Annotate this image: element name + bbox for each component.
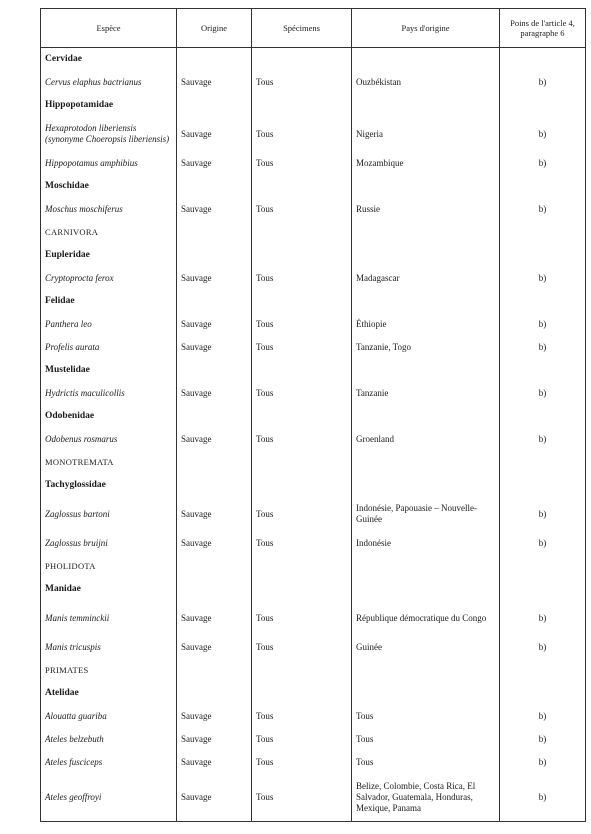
table-row bbox=[41, 336, 586, 359]
origin-cell: Sauvage bbox=[177, 497, 252, 532]
empty-cell bbox=[252, 405, 352, 428]
article-point-cell: b) bbox=[500, 497, 586, 532]
country-cell: Tanzanie bbox=[352, 382, 500, 405]
article-point-cell: b) bbox=[500, 751, 586, 774]
empty-cell bbox=[500, 578, 586, 601]
species-name-cell: Hexaprotodon liberiensis (synonyme Choeropsis liberiensis) bbox=[41, 117, 177, 152]
country-cell: Tous bbox=[352, 728, 500, 751]
article-point-cell: b) bbox=[500, 313, 586, 336]
order-name: PRIMATES bbox=[41, 659, 177, 682]
species-name-cell: Hippopotamus amphibius bbox=[41, 152, 177, 175]
table-row bbox=[41, 751, 586, 774]
empty-cell bbox=[252, 555, 352, 578]
table-row bbox=[41, 601, 586, 636]
table-row bbox=[41, 382, 586, 405]
origin-cell: Sauvage bbox=[177, 382, 252, 405]
origin-cell: Sauvage bbox=[177, 636, 252, 659]
origin-cell: Sauvage bbox=[177, 336, 252, 359]
family-name: Odobenidae bbox=[41, 405, 177, 428]
empty-cell bbox=[352, 451, 500, 474]
table-row bbox=[41, 774, 586, 822]
species-name-cell: Moschus moschiferus bbox=[41, 198, 177, 221]
article-point-cell: b) bbox=[500, 532, 586, 555]
specimens-cell: Tous bbox=[252, 428, 352, 451]
article-point-cell: b) bbox=[500, 636, 586, 659]
empty-cell bbox=[352, 94, 500, 117]
species-name-cell: Manis tricuspis bbox=[41, 636, 177, 659]
origin-cell: Sauvage bbox=[177, 601, 252, 636]
empty-cell bbox=[177, 659, 252, 682]
article-point-cell: b) bbox=[500, 705, 586, 728]
species-name-cell: Ateles belzebuth bbox=[41, 728, 177, 751]
family-name: Tachyglossidae bbox=[41, 474, 177, 497]
empty-cell bbox=[252, 175, 352, 198]
table-body bbox=[41, 48, 586, 822]
empty-cell bbox=[500, 474, 586, 497]
country-cell: Tous bbox=[352, 751, 500, 774]
empty-cell bbox=[352, 244, 500, 267]
species-name-cell: Odobenus rosmarus bbox=[41, 428, 177, 451]
specimens-cell: Tous bbox=[252, 774, 352, 822]
family-name: Cervidae bbox=[41, 48, 177, 71]
empty-cell bbox=[500, 359, 586, 382]
empty-cell bbox=[352, 290, 500, 313]
empty-cell bbox=[352, 48, 500, 71]
specimens-cell: Tous bbox=[252, 751, 352, 774]
specimens-cell: Tous bbox=[252, 313, 352, 336]
header-specimens: Spécimens bbox=[252, 9, 352, 48]
family-row bbox=[41, 175, 586, 198]
family-row bbox=[41, 359, 586, 382]
empty-cell bbox=[177, 451, 252, 474]
specimens-cell: Tous bbox=[252, 198, 352, 221]
article-point-cell: b) bbox=[500, 117, 586, 152]
empty-cell bbox=[500, 221, 586, 244]
family-row bbox=[41, 682, 586, 705]
table-row bbox=[41, 705, 586, 728]
empty-cell bbox=[500, 175, 586, 198]
country-cell: Belize, Colombie, Costa Rica, El Salvador, Guatemala, Honduras, Mexique, Panama bbox=[352, 774, 500, 822]
empty-cell bbox=[500, 48, 586, 71]
order-row bbox=[41, 221, 586, 244]
specimens-cell: Tous bbox=[252, 382, 352, 405]
table-row bbox=[41, 636, 586, 659]
table-row bbox=[41, 117, 586, 152]
country-cell: Mozambique bbox=[352, 152, 500, 175]
country-cell: Guinée bbox=[352, 636, 500, 659]
empty-cell bbox=[352, 221, 500, 244]
country-cell: Tanzanie, Togo bbox=[352, 336, 500, 359]
article-point-cell: b) bbox=[500, 382, 586, 405]
specimens-cell: Tous bbox=[252, 497, 352, 532]
empty-cell bbox=[177, 175, 252, 198]
empty-cell bbox=[177, 48, 252, 71]
empty-cell bbox=[177, 405, 252, 428]
table-row bbox=[41, 428, 586, 451]
country-cell: République démocratique du Congo bbox=[352, 601, 500, 636]
specimens-cell: Tous bbox=[252, 532, 352, 555]
species-name-cell: Zaglossus bruijni bbox=[41, 532, 177, 555]
country-cell: Groenland bbox=[352, 428, 500, 451]
specimens-cell: Tous bbox=[252, 636, 352, 659]
origin-cell: Sauvage bbox=[177, 117, 252, 152]
origin-cell: Sauvage bbox=[177, 774, 252, 822]
specimens-cell: Tous bbox=[252, 267, 352, 290]
species-name-cell: Cryptoprocta ferox bbox=[41, 267, 177, 290]
empty-cell bbox=[500, 555, 586, 578]
empty-cell bbox=[177, 94, 252, 117]
empty-cell bbox=[500, 290, 586, 313]
order-row bbox=[41, 659, 586, 682]
article-point-cell: b) bbox=[500, 198, 586, 221]
article-point-cell: b) bbox=[500, 728, 586, 751]
country-cell: Éthiopie bbox=[352, 313, 500, 336]
empty-cell bbox=[177, 474, 252, 497]
table-row bbox=[41, 313, 586, 336]
family-name: Hippopotamidae bbox=[41, 94, 177, 117]
family-name: Manidae bbox=[41, 578, 177, 601]
empty-cell bbox=[252, 48, 352, 71]
empty-cell bbox=[500, 405, 586, 428]
empty-cell bbox=[352, 682, 500, 705]
specimens-cell: Tous bbox=[252, 601, 352, 636]
origin-cell: Sauvage bbox=[177, 705, 252, 728]
empty-cell bbox=[177, 221, 252, 244]
family-row bbox=[41, 94, 586, 117]
table-row bbox=[41, 267, 586, 290]
empty-cell bbox=[252, 682, 352, 705]
header-origine: Origine bbox=[177, 9, 252, 48]
family-row bbox=[41, 48, 586, 71]
family-name: Mustelidae bbox=[41, 359, 177, 382]
header-points: Poins de l'article 4, paragraphe 6 bbox=[500, 9, 586, 48]
origin-cell: Sauvage bbox=[177, 428, 252, 451]
species-name-cell: Profelis aurata bbox=[41, 336, 177, 359]
empty-cell bbox=[500, 451, 586, 474]
country-cell: Indonésie bbox=[352, 532, 500, 555]
specimens-cell: Tous bbox=[252, 705, 352, 728]
empty-cell bbox=[252, 94, 352, 117]
order-row bbox=[41, 451, 586, 474]
empty-cell bbox=[252, 290, 352, 313]
table-row bbox=[41, 198, 586, 221]
empty-cell bbox=[252, 578, 352, 601]
country-cell: Nigeria bbox=[352, 117, 500, 152]
empty-cell bbox=[177, 682, 252, 705]
article-point-cell: b) bbox=[500, 428, 586, 451]
family-row bbox=[41, 290, 586, 313]
origin-cell: Sauvage bbox=[177, 751, 252, 774]
species-name-cell: Manis temminckii bbox=[41, 601, 177, 636]
specimens-cell: Tous bbox=[252, 152, 352, 175]
table-row bbox=[41, 728, 586, 751]
origin-cell: Sauvage bbox=[177, 198, 252, 221]
empty-cell bbox=[500, 244, 586, 267]
country-cell: Tous bbox=[352, 705, 500, 728]
family-name: Moschidae bbox=[41, 175, 177, 198]
empty-cell bbox=[352, 578, 500, 601]
empty-cell bbox=[500, 682, 586, 705]
species-table bbox=[40, 8, 586, 822]
specimens-cell: Tous bbox=[252, 728, 352, 751]
country-cell: Indonésie, Papouasie – Nouvelle-Guinée bbox=[352, 497, 500, 532]
specimens-cell: Tous bbox=[252, 336, 352, 359]
empty-cell bbox=[177, 578, 252, 601]
empty-cell bbox=[252, 659, 352, 682]
origin-cell: Sauvage bbox=[177, 532, 252, 555]
empty-cell bbox=[252, 221, 352, 244]
origin-cell: Sauvage bbox=[177, 313, 252, 336]
empty-cell bbox=[352, 175, 500, 198]
species-name-cell: Zaglossus bartoni bbox=[41, 497, 177, 532]
empty-cell bbox=[352, 474, 500, 497]
empty-cell bbox=[252, 359, 352, 382]
country-cell: Ouzbékistan bbox=[352, 71, 500, 94]
family-row bbox=[41, 405, 586, 428]
empty-cell bbox=[252, 474, 352, 497]
article-point-cell: b) bbox=[500, 71, 586, 94]
empty-cell bbox=[352, 405, 500, 428]
origin-cell: Sauvage bbox=[177, 152, 252, 175]
origin-cell: Sauvage bbox=[177, 267, 252, 290]
empty-cell bbox=[352, 359, 500, 382]
species-name-cell: Ateles fusciceps bbox=[41, 751, 177, 774]
empty-cell bbox=[352, 659, 500, 682]
table-row bbox=[41, 71, 586, 94]
country-cell: Russie bbox=[352, 198, 500, 221]
family-row bbox=[41, 474, 586, 497]
table-row bbox=[41, 532, 586, 555]
specimens-cell: Tous bbox=[252, 117, 352, 152]
country-cell: Madagascar bbox=[352, 267, 500, 290]
species-name-cell: Alouatta guariba bbox=[41, 705, 177, 728]
species-name-cell: Panthera leo bbox=[41, 313, 177, 336]
empty-cell bbox=[252, 451, 352, 474]
family-name: Felidae bbox=[41, 290, 177, 313]
family-row bbox=[41, 244, 586, 267]
family-row bbox=[41, 578, 586, 601]
header-espece: Espèce bbox=[41, 9, 177, 48]
species-name-cell: Ateles geoffroyi bbox=[41, 774, 177, 822]
order-row bbox=[41, 555, 586, 578]
article-point-cell: b) bbox=[500, 336, 586, 359]
article-point-cell: b) bbox=[500, 152, 586, 175]
species-name-cell: Cervus elaphus bactrianus bbox=[41, 71, 177, 94]
order-name: PHOLIDOTA bbox=[41, 555, 177, 578]
specimens-cell: Tous bbox=[252, 71, 352, 94]
empty-cell bbox=[177, 244, 252, 267]
empty-cell bbox=[500, 94, 586, 117]
order-name: MONOTREMATA bbox=[41, 451, 177, 474]
species-name-cell: Hydrictis maculicollis bbox=[41, 382, 177, 405]
table-row bbox=[41, 497, 586, 532]
article-point-cell: b) bbox=[500, 267, 586, 290]
origin-cell: Sauvage bbox=[177, 71, 252, 94]
empty-cell bbox=[177, 290, 252, 313]
family-name: Eupleridae bbox=[41, 244, 177, 267]
empty-cell bbox=[177, 555, 252, 578]
empty-cell bbox=[252, 244, 352, 267]
origin-cell: Sauvage bbox=[177, 728, 252, 751]
empty-cell bbox=[352, 555, 500, 578]
empty-cell bbox=[177, 359, 252, 382]
table-row bbox=[41, 152, 586, 175]
article-point-cell: b) bbox=[500, 601, 586, 636]
empty-cell bbox=[500, 659, 586, 682]
article-point-cell: b) bbox=[500, 774, 586, 822]
family-name: Atelidae bbox=[41, 682, 177, 705]
header-pays: Pays d'origine bbox=[352, 9, 500, 48]
order-name: CARNIVORA bbox=[41, 221, 177, 244]
table-header-row bbox=[41, 9, 586, 48]
